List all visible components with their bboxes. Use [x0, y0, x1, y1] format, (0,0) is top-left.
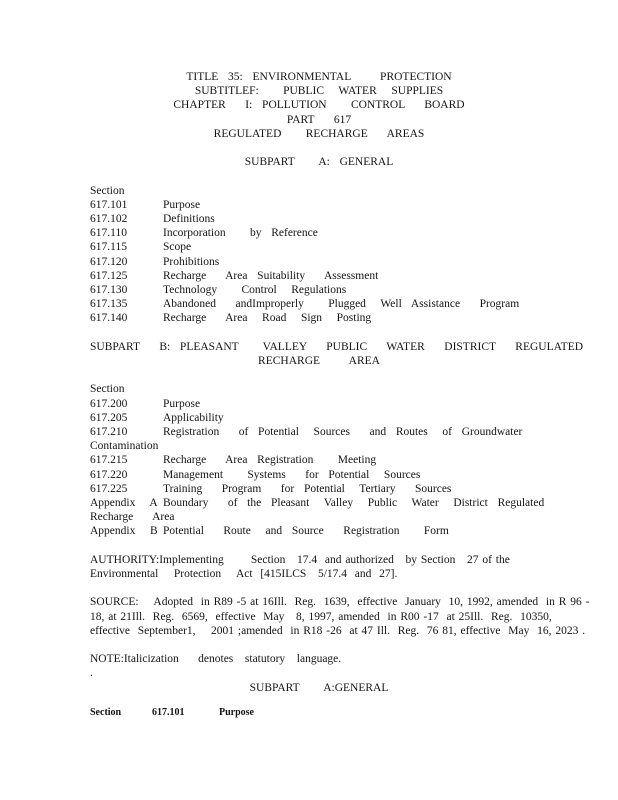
doc-title-line-5: REGULATED RECHARGE AREAS: [213, 127, 425, 140]
section-title: Recharge Area Suitability Assessment: [163, 269, 379, 282]
source-line-3: effective September1, 2001 ;amended in R18 -26 at 47 Ill. Reg. 76 81, effective May 16, 2023 .: [90, 624, 586, 637]
section-column-header-a: Section: [90, 184, 125, 197]
section-title: Management Systems for Potential Sources: [163, 468, 421, 481]
section-heading-number: 617.101: [152, 706, 185, 718]
section-title: Training Program for Potential Tertiary Sources: [163, 482, 452, 495]
section-number: 617.225: [90, 482, 128, 495]
toc-row: [90, 397, 548, 411]
stray-period: .: [90, 667, 93, 680]
section-column-header-b: Section: [90, 383, 125, 396]
section-number: 617.140: [90, 312, 128, 325]
section-title: Recharge Area Road Sign Posting: [163, 312, 372, 325]
toc-row: [90, 269, 548, 283]
section-number: 617.200: [90, 397, 128, 410]
section-heading-bold: [90, 706, 548, 720]
subpart-a-section-list: [90, 184, 548, 326]
section-title: Applicability: [163, 411, 224, 424]
toc-row: [90, 425, 548, 439]
toc-continuation-line: Contamination: [90, 440, 159, 453]
toc-row: [90, 297, 548, 311]
doc-title-line-1: TITLE 35: ENVIRONMENTAL PROTECTION: [186, 71, 452, 83]
section-number: 617.102: [90, 213, 128, 225]
note-line: NOTE:Italicization denotes statutory language.: [90, 653, 342, 666]
section-title: Recharge Area Registration Meeting: [163, 454, 377, 467]
section-title: Purpose: [163, 198, 201, 211]
authority-line-2: Environmental Protection Act [415ILCS 5/17.4 and 27].: [90, 568, 398, 581]
section-title: Registration of Potential Sources and Routes of Groundwater: [163, 426, 523, 439]
section-number: 617.135: [90, 298, 128, 311]
section-heading-label: Section: [90, 706, 122, 718]
section-heading-title: Purpose: [219, 706, 254, 718]
section-number: 617.205: [90, 411, 128, 424]
section-title: Abandoned andImproperly Plugged Well Assistance Program: [163, 298, 520, 311]
toc-row: [90, 411, 548, 425]
authority-paragraph: [90, 553, 548, 581]
section-number: 617.130: [90, 284, 128, 297]
section-title: Scope: [163, 241, 192, 254]
subpart-a-heading-repeat: SUBPART A:GENERAL: [249, 681, 389, 694]
toc-row: [90, 198, 548, 212]
section-number: 617.110: [90, 227, 127, 240]
subpart-a-heading: SUBPART A: GENERAL: [244, 156, 394, 169]
appendix-title: Boundary of the Pleasant Valley Public Water District Regulated: [163, 497, 545, 510]
subpart-b-heading: [90, 340, 584, 368]
toc-row: [90, 496, 548, 510]
section-number: 617.120: [90, 255, 128, 268]
doc-title-line-4: PART 617: [286, 113, 352, 126]
toc-row: [90, 468, 548, 482]
toc-row: [90, 453, 548, 467]
toc-row: [90, 283, 548, 297]
toc-row: [90, 255, 548, 269]
authority-line-1: AUTHORITY:Implementing Section 17.4 and authorized by Section 27 of the: [90, 553, 510, 566]
toc-row: [90, 226, 548, 240]
section-number: 617.115: [90, 241, 127, 254]
section-number: 617.125: [90, 269, 128, 282]
source-paragraph: [90, 595, 590, 638]
source-line-2: 18, at 21Ill. Reg. 6569, effective May 8, 1997, amended in R00 -17 at 25Ill. Reg. 10350,: [90, 610, 552, 623]
toc-row: [90, 482, 548, 496]
section-number: 617.215: [90, 454, 128, 467]
section-title: Technology Control Regulations: [163, 284, 347, 297]
section-number: 617.220: [90, 468, 128, 481]
section-number: 617.210: [90, 426, 128, 439]
doc-title-block: [90, 70, 548, 141]
section-title: Incorporation by Reference: [163, 227, 318, 240]
toc-row: [90, 311, 548, 325]
appendix-label: Appendix B: [90, 525, 158, 538]
doc-title-line-3: CHAPTER I: POLLUTION CONTROL BOARD: [173, 99, 465, 112]
section-number: 617.101: [90, 198, 128, 211]
section-title: Purpose: [163, 397, 201, 410]
toc-row: [90, 524, 548, 538]
subpart-b-section-list: [90, 382, 548, 538]
toc-continuation-line: Recharge Area: [90, 511, 175, 524]
subpart-b-heading-line-2: RECHARGE AREA: [258, 355, 380, 368]
source-line-1: SOURCE: Adopted in R89 -5 at 16Ill. Reg. 1639, effective January 10, 1992, amended in R 96 -: [90, 596, 590, 609]
appendix-label: Appendix A: [90, 497, 158, 510]
toc-row: [90, 240, 548, 254]
doc-title-line-2: SUBTITLEF: PUBLIC WATER SUPPLIES: [194, 85, 444, 98]
subpart-b-heading-line-1: SUBPART B: PLEASANT VALLEY PUBLIC WATER DISTRICT REGULATED: [90, 340, 584, 353]
section-title: Definitions: [163, 213, 215, 225]
section-title: Prohibitions: [163, 255, 220, 268]
toc-row: [90, 212, 548, 226]
appendix-title: Potential Route and Source Registration Form: [163, 525, 449, 538]
